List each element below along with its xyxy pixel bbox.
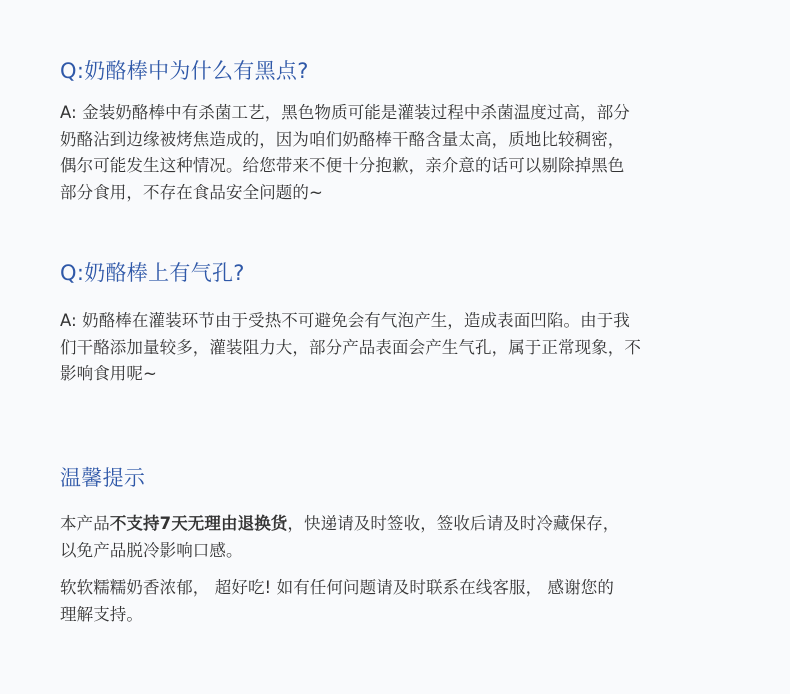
- warm-tips-contact: [60, 575, 740, 628]
- answer-line: A: 金装奶酪棒中有杀菌工艺，黑色物质可能是灌装过程中杀菌温度过高，部分: [60, 103, 630, 122]
- faq-question-air-holes: Q:奶酪棒上有气孔?: [60, 261, 245, 285]
- warm-tips-title: 温馨提示: [60, 466, 146, 490]
- tips-prefix: 本产品: [60, 514, 110, 533]
- answer-line: 影响食用呢~: [60, 364, 157, 383]
- faq-question-black-spots: Q:奶酪棒中为什么有黑点?: [60, 59, 309, 83]
- no-return-notice: 不支持7天无理由退换货: [109, 514, 288, 533]
- faq-answer-black-spots: [60, 100, 740, 206]
- tips-suffix: ，快递请及时签收，签收后请及时冷藏保存，: [287, 514, 620, 533]
- tips-line: 以免产品脱冷影响口感。: [60, 540, 243, 560]
- tips-line: [60, 511, 740, 538]
- tips-line: 软软糯糯奶香浓郁， 超好吃! 如有任何问题请及时联系在线客服， 感谢您的: [60, 578, 614, 597]
- tips-line: 理解支持。: [60, 604, 143, 624]
- answer-line: 们干酪添加量较多，灌装阻力大，部分产品表面会产生气孔，属于正常现象，不: [60, 337, 641, 357]
- answer-line: 奶酪沾到边缘被烤焦造成的，因为咱们奶酪棒干酪含量太高，质地比较稠密，: [60, 129, 625, 149]
- answer-line: 偶尔可能发生这种情况。给您带来不便十分抱歉，亲介意的话可以剔除掉黑色: [60, 156, 625, 175]
- warm-tips-return-policy: [60, 511, 740, 564]
- answer-line: A: 奶酪棒在灌装环节由于受热不可避免会有气泡产生，造成表面凹陷。由于我: [60, 311, 630, 330]
- faq-answer-air-holes: [60, 308, 740, 388]
- answer-line: 部分食用，不存在食品安全问题的~: [60, 182, 323, 202]
